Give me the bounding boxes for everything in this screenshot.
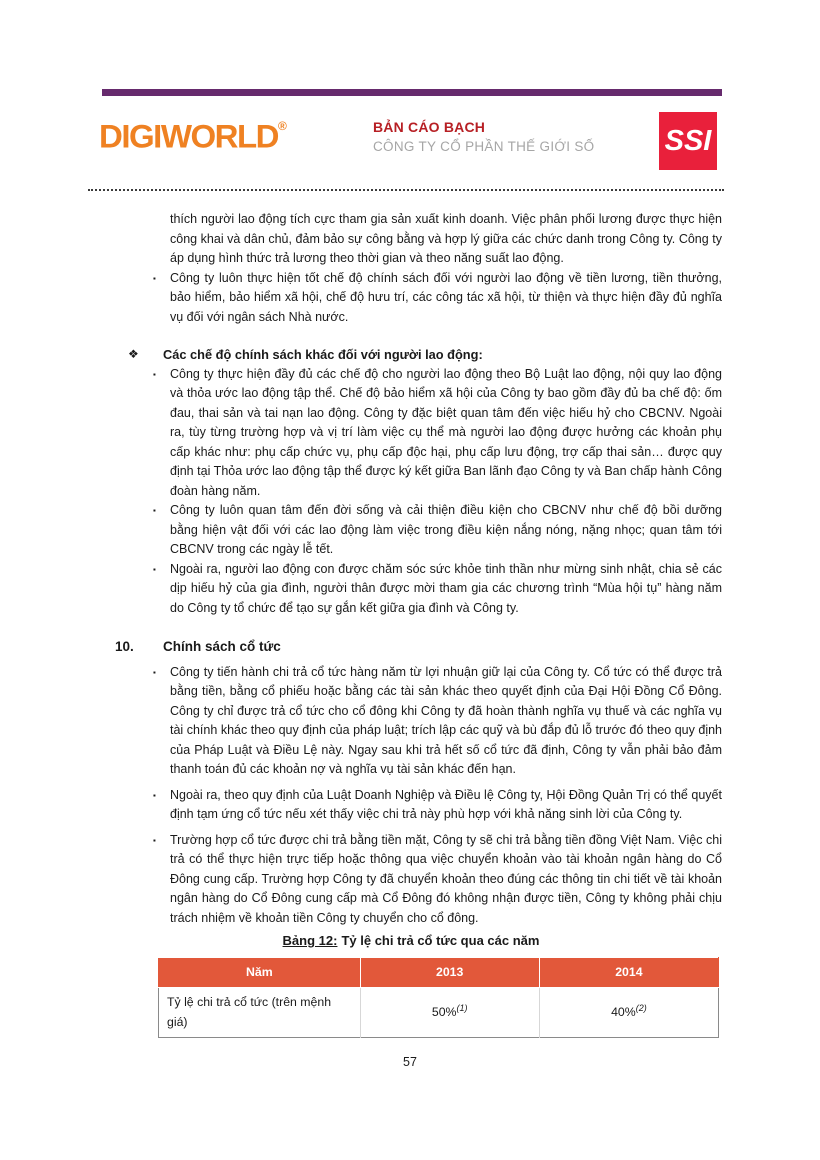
table-header-row bbox=[159, 957, 719, 988]
list-item bbox=[153, 560, 722, 619]
square-bullet-icon: ▪ bbox=[153, 273, 156, 283]
dividend-value: 40% bbox=[611, 1004, 636, 1019]
square-bullet-icon: ▪ bbox=[153, 369, 156, 379]
diamond-bullet-icon: ❖ bbox=[128, 347, 139, 361]
list-item bbox=[153, 365, 722, 502]
subsection-title: Các chế độ chính sách khác đối với người lao động: bbox=[163, 347, 483, 362]
square-bullet-icon: ▪ bbox=[153, 835, 156, 845]
table-caption bbox=[100, 931, 722, 951]
section-title: Chính sách cổ tức bbox=[163, 639, 281, 654]
square-bullet-icon: ▪ bbox=[153, 667, 156, 677]
header-divider bbox=[88, 189, 724, 191]
list-item-text: Ngoài ra, theo quy định của Luật Doanh Nghiệp và Điều lệ Công ty, Hội Đồng Quản Trị có thể quyết định tạm ứng cổ tức nếu xét thấy việc chi trả này phù hợp với khả năng sinh lời của Công ty. bbox=[170, 787, 722, 821]
digiworld-logo-text: DIGIWORLD bbox=[99, 118, 278, 155]
header-title-block bbox=[373, 119, 594, 154]
list-item-text: Trường hợp cổ tức được chi trả bằng tiền mặt, Công ty sẽ chi trả bằng tiền đồng Việt Nam. Việc chi trả có thể thực hiện trực tiếp hoặc thông qua việc chuyển khoản vào tài khoản ngân hàng do Cổ Đông cung cấp. Trường hợp Công ty đã chuyển khoản theo đúng các thông tin chi tiết về tài khoản ngân hàng do Cổ Đông cung cấp mà Cổ Đông đó không nhận được tiền, Công ty không phải chịu trách nhiệm về khoản tiền Công ty chuyển cho cổ đông. bbox=[170, 832, 722, 925]
footnote-reference: (1) bbox=[456, 1002, 468, 1013]
list-item bbox=[153, 831, 722, 929]
list-item bbox=[153, 786, 722, 825]
list-item-text: Công ty luôn quan tâm đến đời sống và cải thiện điều kiện cho CBCNV như chế độ bồi dưỡng bằng hiện vật đối với các lao động làm việc trong điều kiện nắng nóng, nặng nhọc; quan tâm tới CBCNV trong các ngày lễ tết. bbox=[170, 503, 722, 556]
square-bullet-icon: ▪ bbox=[153, 790, 156, 800]
company-name: CÔNG TY CỔ PHẦN THẾ GIỚI SỐ bbox=[373, 139, 595, 154]
header-accent-bar bbox=[102, 89, 722, 96]
table-cell-2013-value bbox=[360, 988, 539, 1038]
ssi-logo-text: SSI bbox=[664, 124, 712, 157]
list-item-text: Công ty thực hiện đầy đủ các chế độ cho người lao động theo Bộ Luật lao động, nội quy lao động và thỏa ước lao động tập thể. Chế độ bảo hiểm xã hội của Công ty bao gồm đầy đủ ba chế độ: ốm đau, thai sản và tai nạn lao động. Công ty đặc biệt quan tâm đến việc hiếu hỷ cho CBCNV. Ngoài ra, tùy từng trường hợp và vị trí làm việc cụ thể mà người lao động được hưởng các khoản phụ cấp khác như: phụ cấp chức vụ, phụ cấp độc hại, phụ cấp lưu động, trợ cấp thai sản… được quy định tại Thỏa ước lao động tập thể được ký kết giữa Ban lãnh đạo Công ty và Ban chấp hành Công đoàn hàng năm. bbox=[170, 366, 722, 498]
dividend-value: 50% bbox=[431, 1004, 457, 1019]
document-title: BẢN CÁO BẠCH bbox=[373, 119, 486, 135]
footnote-reference: (2) bbox=[635, 1002, 647, 1013]
subsection-heading bbox=[100, 345, 722, 365]
page-number: 57 bbox=[403, 1055, 417, 1069]
table-cell-row-label: Tỷ lệ chi trả cổ tức (trên mệnh giá) bbox=[159, 988, 361, 1038]
digiworld-logo bbox=[99, 118, 287, 155]
registered-trademark-icon: ® bbox=[277, 118, 287, 133]
table-header-cell-2014: 2014 bbox=[539, 957, 718, 988]
square-bullet-icon: ▪ bbox=[153, 506, 156, 515]
table-caption-label: Bảng 12: bbox=[282, 933, 338, 948]
list-item bbox=[153, 269, 722, 328]
section-number: 10. bbox=[115, 639, 134, 654]
ssi-logo bbox=[659, 112, 717, 170]
list-item-text: Ngoài ra, người lao động con được chăm sóc sức khỏe tinh thần như mừng sinh nhật, chia sẻ các dịp hiếu hỷ của gia đình, người thân được mời tham gia các chương trình “Mùa hội tụ” hàng năm do Công ty tổ chức để tạo sự gắn kết giữa gia đình và Công ty. bbox=[170, 561, 722, 615]
document-body bbox=[100, 210, 722, 1038]
table-header-cell-2013: 2013 bbox=[360, 957, 539, 988]
square-bullet-icon: ▪ bbox=[153, 564, 156, 574]
paragraph-continuation: thích người lao động tích cực tham gia sản xuất kinh doanh. Việc phân phối lương được thực hiện công khai và dân chủ, đảm bảo sự công bằng và hợp lý giữa các chức danh trong Công ty. Công ty áp dụng hình thức trả lương theo thời gian và theo năng suất lao động. bbox=[170, 212, 722, 265]
table-cell-2014-value bbox=[539, 988, 718, 1038]
list-item-text: Công ty luôn thực hiện tốt chế độ chính sách đối với người lao động về tiền lương, tiền thưởng, bảo hiểm, bảo hiểm xã hội, chế độ hưu trí, các công tác xã hội, từ thiện và thực hiện đầy đủ nghĩa vụ đối với ngân sách Nhà nước. bbox=[170, 270, 722, 324]
list-item-text: Công ty tiến hành chi trả cổ tức hàng năm từ lợi nhuận giữ lại của Công ty. Cổ tức có thể được trả bằng tiền, bằng cổ phiếu hoặc bằng các tài sản khác theo quyết định của Đại Hội Đồng Cổ Đông. Công ty chỉ được trả cổ tức cho cổ đông khi Công ty đã hoàn thành nghĩa vụ thuế và các nghĩa vụ tài chính khác theo quy định của pháp luật; trích lập các quỹ và bù đắp đủ lỗ trước đó theo quy định của Pháp Luật và Điều Lệ này. Ngay sau khi trả hết số cổ tức đã định, Công ty vẫn phải bảo đảm thanh toán đủ các khoản nợ và nghĩa vụ tài sản khác đến hạn. bbox=[170, 664, 722, 776]
list-item bbox=[153, 663, 722, 780]
table-row bbox=[159, 988, 719, 1038]
table-caption-text: Tỷ lệ chi trả cổ tức qua các năm bbox=[341, 933, 540, 948]
list-item bbox=[153, 501, 722, 560]
section-heading bbox=[100, 637, 722, 657]
dividend-table bbox=[158, 957, 719, 1039]
table-header-cell-year: Năm bbox=[159, 957, 361, 988]
